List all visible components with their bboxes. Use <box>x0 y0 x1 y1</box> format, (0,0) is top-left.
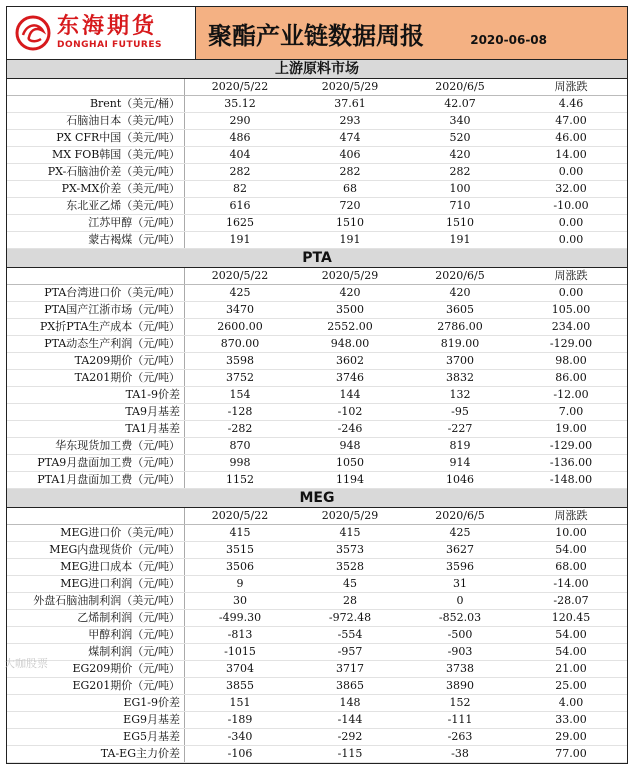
table-cell: 948 <box>339 439 361 452</box>
row-label: MEG进口利润（元/吨） <box>7 576 185 592</box>
row-label: EG209期价（元/吨） <box>7 661 185 677</box>
table-cell: 340 <box>449 114 471 127</box>
report-sheet <box>6 6 628 764</box>
table-cell: 616 <box>229 199 251 212</box>
row-label: PX折PTA生产成本（元/吨） <box>7 319 185 335</box>
table-cell: 14.00 <box>555 148 587 161</box>
table-cell: 3605 <box>446 303 474 316</box>
table-cell: 1625 <box>226 216 254 229</box>
table-cell: 520 <box>449 131 471 144</box>
row-label: PX CFR中国（美元/吨） <box>7 130 185 146</box>
row-label: PTA动态生产利润（元/吨） <box>7 336 185 352</box>
table-cell: -111 <box>447 713 473 726</box>
table-cell: 420 <box>449 286 471 299</box>
table-cell: -12.00 <box>553 388 589 401</box>
table-cell: 2786.00 <box>437 320 483 333</box>
table-cell: -102 <box>337 405 363 418</box>
table-row <box>7 438 627 455</box>
table-cell: 3752 <box>226 371 254 384</box>
table-cell: 3717 <box>336 662 364 675</box>
report-title: 聚酯产业链数据周报 <box>208 21 424 50</box>
section-title: 上游原料市场 <box>7 60 627 79</box>
row-label: EG5月基差 <box>7 729 185 745</box>
row-label: 外盘石脑油制利润（美元/吨） <box>7 593 185 609</box>
table-cell: 86.00 <box>555 371 587 384</box>
table-cell: 710 <box>449 199 471 212</box>
table-cell: 154 <box>229 388 251 401</box>
table-cell: 21.00 <box>555 662 587 675</box>
table-cell: 3700 <box>446 354 474 367</box>
table-cell: 3470 <box>226 303 254 316</box>
table-cell: 3598 <box>226 354 254 367</box>
column-header: 2020/5/22 <box>211 80 269 93</box>
table-cell: -500 <box>447 628 473 641</box>
table-cell: -813 <box>227 628 253 641</box>
table-cell: 3704 <box>226 662 254 675</box>
table-cell: 4.00 <box>558 696 584 709</box>
table-cell: 819 <box>449 439 471 452</box>
table-row <box>7 319 627 336</box>
table-cell: -263 <box>447 730 473 743</box>
table-row <box>7 712 627 729</box>
table-row <box>7 746 627 763</box>
table-cell: -38 <box>451 747 469 760</box>
table-cell: 948.00 <box>330 337 370 350</box>
table-cell: 100 <box>449 182 471 195</box>
table-cell: 0 <box>456 594 464 607</box>
table-row <box>7 130 627 147</box>
table-cell: -1015 <box>224 645 256 658</box>
table-cell: -852.03 <box>438 611 482 624</box>
table-row <box>7 729 627 746</box>
table-cell: 282 <box>229 165 251 178</box>
table-cell: 191 <box>449 233 471 246</box>
table-cell: 1152 <box>226 473 254 486</box>
table-cell: 870.00 <box>220 337 260 350</box>
row-label: MEG进口价（美元/吨） <box>7 525 185 541</box>
row-label: PX-石脑油价差（美元/吨） <box>7 164 185 180</box>
table-cell: 29.00 <box>555 730 587 743</box>
column-header: 2020/5/29 <box>321 80 379 93</box>
table-row <box>7 387 627 404</box>
row-label: PTA台湾进口价（美元/吨） <box>7 285 185 301</box>
table-cell: -129.00 <box>549 337 593 350</box>
table-row <box>7 232 627 249</box>
table-row <box>7 525 627 542</box>
table-cell: 54.00 <box>555 543 587 556</box>
table-cell: 293 <box>339 114 361 127</box>
table-cell: 3627 <box>446 543 474 556</box>
row-label: MEG内盘现货价（元/吨） <box>7 542 185 558</box>
table-cell: 82 <box>233 182 247 195</box>
table-row <box>7 455 627 472</box>
table-cell: 3573 <box>336 543 364 556</box>
column-header: 2020/5/22 <box>211 509 269 522</box>
table-cell: 25.00 <box>555 679 587 692</box>
table-cell: 1510 <box>336 216 364 229</box>
row-label: TA-EG主力价差 <box>7 746 185 762</box>
row-label: TA1-9价差 <box>7 387 185 403</box>
table-cell: 32.00 <box>555 182 587 195</box>
table-cell: 54.00 <box>555 628 587 641</box>
table-cell: -292 <box>337 730 363 743</box>
table-cell: 31 <box>453 577 467 590</box>
column-header: 2020/5/22 <box>211 269 269 282</box>
table-cell: 3596 <box>446 560 474 573</box>
table-cell: 19.00 <box>555 422 587 435</box>
table-cell: 54.00 <box>555 645 587 658</box>
table-cell: -227 <box>447 422 473 435</box>
table-cell: 0.00 <box>558 286 584 299</box>
table-cell: 37.61 <box>334 97 366 110</box>
table-cell: 819.00 <box>440 337 480 350</box>
table-row <box>7 421 627 438</box>
table-cell: 120.45 <box>551 611 591 624</box>
row-label: TA9月基差 <box>7 404 185 420</box>
table-cell: 151 <box>229 696 251 709</box>
table-cell: 404 <box>229 148 251 161</box>
table-cell: 68.00 <box>555 560 587 573</box>
table-cell: 720 <box>339 199 361 212</box>
table-cell: 35.12 <box>224 97 256 110</box>
row-label: PX-MX价差（美元/吨） <box>7 181 185 197</box>
table-cell: 914 <box>449 456 471 469</box>
row-label: Brent（美元/桶） <box>7 96 185 112</box>
table-row <box>7 215 627 232</box>
table-cell: 3832 <box>446 371 474 384</box>
table-cell: -14.00 <box>553 577 589 590</box>
column-header: 2020/6/5 <box>435 509 485 522</box>
table-cell: 474 <box>339 131 361 144</box>
column-header: 2020/6/5 <box>435 80 485 93</box>
table-cell: 7.00 <box>558 405 584 418</box>
dragon-logo-icon <box>15 15 51 51</box>
table-cell: 290 <box>229 114 251 127</box>
table-cell: 870 <box>229 439 251 452</box>
row-label: EG1-9价差 <box>7 695 185 711</box>
table-cell: 42.07 <box>444 97 476 110</box>
table-cell: -340 <box>227 730 253 743</box>
column-header: 2020/5/29 <box>321 509 379 522</box>
company-logo <box>7 7 195 59</box>
table-cell: 1046 <box>446 473 474 486</box>
table-cell: 3528 <box>336 560 364 573</box>
table-row <box>7 661 627 678</box>
table-cell: 3890 <box>446 679 474 692</box>
row-label: 华东现货加工费（元/吨） <box>7 438 185 454</box>
table-cell: 0.00 <box>558 233 584 246</box>
table-row <box>7 164 627 181</box>
table-cell: 191 <box>339 233 361 246</box>
table-cell: 33.00 <box>555 713 587 726</box>
table-row <box>7 593 627 610</box>
table-cell: 191 <box>229 233 251 246</box>
table-row <box>7 559 627 576</box>
table-cell: 3865 <box>336 679 364 692</box>
table-cell: 1194 <box>336 473 364 486</box>
section-title: MEG <box>7 489 627 508</box>
table-row <box>7 336 627 353</box>
table-cell: 152 <box>449 696 471 709</box>
table-cell: -144 <box>337 713 363 726</box>
table-cell: 45 <box>343 577 357 590</box>
table-cell: -128 <box>227 405 253 418</box>
table-cell: -246 <box>337 422 363 435</box>
table-cell: 2552.00 <box>327 320 373 333</box>
table-cell: 3738 <box>446 662 474 675</box>
table-cell: -115 <box>337 747 363 760</box>
column-header <box>7 508 185 524</box>
table-cell: 10.00 <box>555 526 587 539</box>
row-label: PTA9月盘面加工费（元/吨） <box>7 455 185 471</box>
column-header: 周涨跌 <box>554 509 588 522</box>
table-cell: 998 <box>229 456 251 469</box>
table-cell: 132 <box>449 388 471 401</box>
table-cell: -106 <box>227 747 253 760</box>
table-cell: -957 <box>337 645 363 658</box>
row-label: 东北亚乙烯（美元/吨） <box>7 198 185 214</box>
table-cell: -972.48 <box>328 611 372 624</box>
column-header-row <box>7 79 627 96</box>
table-cell: -148.00 <box>549 473 593 486</box>
table-cell: 148 <box>339 696 361 709</box>
row-label: TA201期价（元/吨） <box>7 370 185 386</box>
table-cell: 3602 <box>336 354 364 367</box>
table-cell: 415 <box>339 526 361 539</box>
table-cell: -282 <box>227 422 253 435</box>
table-row <box>7 610 627 627</box>
row-label: EG201期价（元/吨） <box>7 678 185 694</box>
table-cell: 282 <box>449 165 471 178</box>
table-cell: 420 <box>449 148 471 161</box>
table-cell: -189 <box>227 713 253 726</box>
table-row <box>7 198 627 215</box>
logo-chinese-name: 东海期货 <box>57 14 158 39</box>
column-header-row <box>7 268 627 285</box>
table-cell: 3746 <box>336 371 364 384</box>
table-row <box>7 576 627 593</box>
table-row <box>7 644 627 661</box>
table-row <box>7 542 627 559</box>
row-label: 石脑油日本（美元/吨） <box>7 113 185 129</box>
table-cell: 30 <box>233 594 247 607</box>
table-cell: 0.00 <box>558 216 584 229</box>
table-cell: 9 <box>236 577 244 590</box>
table-row <box>7 370 627 387</box>
row-label: 乙烯制利润（元/吨） <box>7 610 185 626</box>
data-sections <box>7 60 627 763</box>
table-cell: -10.00 <box>553 199 589 212</box>
row-label: TA209期价（元/吨） <box>7 353 185 369</box>
column-header <box>7 268 185 284</box>
table-cell: 406 <box>339 148 361 161</box>
column-header: 周涨跌 <box>554 80 588 93</box>
table-row <box>7 181 627 198</box>
table-cell: 3506 <box>226 560 254 573</box>
table-cell: 98.00 <box>555 354 587 367</box>
row-label: PTA1月盘面加工费（元/吨） <box>7 472 185 488</box>
row-label: 江苏甲醇（元/吨） <box>7 215 185 231</box>
table-cell: -28.07 <box>553 594 589 607</box>
table-cell: 3500 <box>336 303 364 316</box>
table-cell: 234.00 <box>551 320 591 333</box>
table-cell: -903 <box>447 645 473 658</box>
table-cell: 1050 <box>336 456 364 469</box>
table-cell: -129.00 <box>549 439 593 452</box>
table-row <box>7 678 627 695</box>
table-row <box>7 302 627 319</box>
table-row <box>7 285 627 302</box>
watermark: 大咖股票 <box>4 657 48 670</box>
table-cell: 425 <box>229 286 251 299</box>
table-row <box>7 695 627 712</box>
table-row <box>7 353 627 370</box>
table-cell: -95 <box>451 405 469 418</box>
table-cell: 486 <box>229 131 251 144</box>
row-label: 煤制利润（元/吨） <box>7 644 185 660</box>
row-label: 蒙古褐煤（元/吨） <box>7 232 185 248</box>
table-row <box>7 404 627 421</box>
table-cell: 46.00 <box>555 131 587 144</box>
table-cell: -499.30 <box>218 611 262 624</box>
table-cell: 47.00 <box>555 114 587 127</box>
table-cell: -136.00 <box>549 456 593 469</box>
table-cell: 4.46 <box>558 97 584 110</box>
table-row <box>7 472 627 489</box>
table-cell: 415 <box>229 526 251 539</box>
table-row <box>7 113 627 130</box>
table-row <box>7 147 627 164</box>
logo-english-name: DONGHAI FUTURES <box>57 40 162 50</box>
table-cell: 144 <box>339 388 361 401</box>
table-row <box>7 627 627 644</box>
table-cell: 420 <box>339 286 361 299</box>
table-cell: 425 <box>449 526 471 539</box>
row-label: MEG进口成本（元/吨） <box>7 559 185 575</box>
row-label: EG9月基差 <box>7 712 185 728</box>
row-label: 甲醇利润（元/吨） <box>7 627 185 643</box>
column-header: 周涨跌 <box>554 269 588 282</box>
table-cell: 28 <box>343 594 357 607</box>
table-cell: 282 <box>339 165 361 178</box>
report-date: 2020-06-08 <box>470 33 547 47</box>
table-cell: -554 <box>337 628 363 641</box>
table-cell: 3855 <box>226 679 254 692</box>
column-header <box>7 79 185 95</box>
row-label: MX FOB韩国（美元/吨） <box>7 147 185 163</box>
row-label: PTA国产江浙市场（元/吨） <box>7 302 185 318</box>
report-header <box>7 7 627 60</box>
column-header: 2020/6/5 <box>435 269 485 282</box>
title-cell <box>195 7 627 59</box>
table-cell: 2600.00 <box>217 320 263 333</box>
table-cell: 77.00 <box>555 747 587 760</box>
column-header: 2020/5/29 <box>321 269 379 282</box>
table-cell: 3515 <box>226 543 254 556</box>
section-title: PTA <box>7 249 627 268</box>
table-row <box>7 96 627 113</box>
table-cell: 0.00 <box>558 165 584 178</box>
table-cell: 1510 <box>446 216 474 229</box>
row-label: TA1月基差 <box>7 421 185 437</box>
table-cell: 68 <box>343 182 357 195</box>
table-cell: 105.00 <box>551 303 591 316</box>
column-header-row <box>7 508 627 525</box>
